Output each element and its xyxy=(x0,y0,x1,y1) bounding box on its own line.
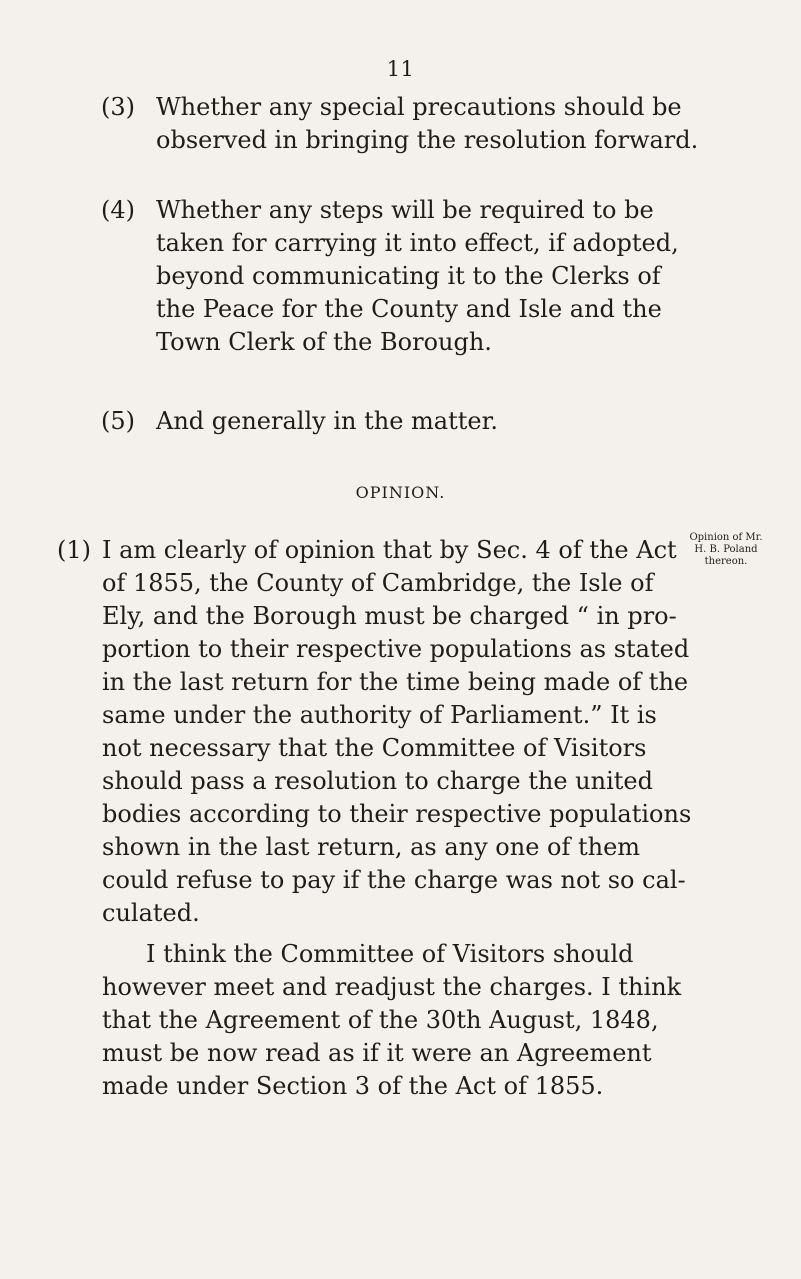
opinion-number: (1) xyxy=(57,536,91,564)
opinion-line: not necessary that the Committee of Visitors xyxy=(102,734,647,762)
question-line: Whether any steps will be required to be xyxy=(156,196,654,224)
question-line: Town Clerk of the Borough. xyxy=(156,328,492,356)
paragraph-line: however meet and readjust the charges. I think xyxy=(102,973,682,1001)
paragraph-line: I think the Committee of Visitors should xyxy=(146,940,634,968)
question-text xyxy=(156,91,698,157)
second-paragraph xyxy=(102,938,682,1103)
opinion-heading: OPINION. xyxy=(355,483,446,502)
opinion-line: same under the authority of Parliament.” It is xyxy=(102,701,657,729)
margin-note-line: thereon. xyxy=(704,556,748,567)
paragraph-line: made under Section 3 of the Act of 1855. xyxy=(102,1072,604,1100)
opinion-line: bodies according to their respective populations xyxy=(102,800,692,828)
margin-note-line: H. B. Poland xyxy=(694,544,758,555)
opinion-line: portion to their respective populations as stated xyxy=(102,635,690,663)
question-line: observed in bringing the resolution forward. xyxy=(156,126,699,154)
opinion-line: of 1855, the County of Cambridge, the Isle of xyxy=(102,569,654,597)
question-line: beyond communicating it to the Clerks of xyxy=(156,262,661,290)
opinion-paragraph xyxy=(102,534,692,930)
question-number: (4) xyxy=(101,196,135,224)
question-text xyxy=(156,405,498,438)
opinion-line: shown in the last return, as any one of them xyxy=(102,833,641,861)
opinion-line: Ely, and the Borough must be charged “ in pro- xyxy=(102,602,677,630)
opinion-line: could refuse to pay if the charge was not so cal- xyxy=(102,866,686,894)
question-line: taken for carrying it into effect, if adopted, xyxy=(156,229,679,257)
question-text xyxy=(156,194,679,359)
paragraph-line: that the Agreement of the 30th August, 1848, xyxy=(102,1006,659,1034)
margin-note xyxy=(664,532,788,568)
opinion-line: should pass a resolution to charge the united xyxy=(102,767,653,795)
question-line: And generally in the matter. xyxy=(156,407,499,435)
question-line: the Peace for the County and Isle and the xyxy=(156,295,662,323)
opinion-line: in the last return for the time being made of the xyxy=(102,668,689,696)
question-line: Whether any special precautions should be xyxy=(156,93,682,121)
question-number: (5) xyxy=(101,407,135,435)
page-number: 11 xyxy=(386,57,415,81)
opinion-line: I am clearly of opinion that by Sec. 4 of the Act xyxy=(102,536,677,564)
paragraph-line: must be now read as if it were an Agreement xyxy=(102,1039,652,1067)
margin-note-line: Opinion of Mr. xyxy=(689,532,763,543)
opinion-line: culated. xyxy=(102,899,200,927)
question-number: (3) xyxy=(101,93,135,121)
